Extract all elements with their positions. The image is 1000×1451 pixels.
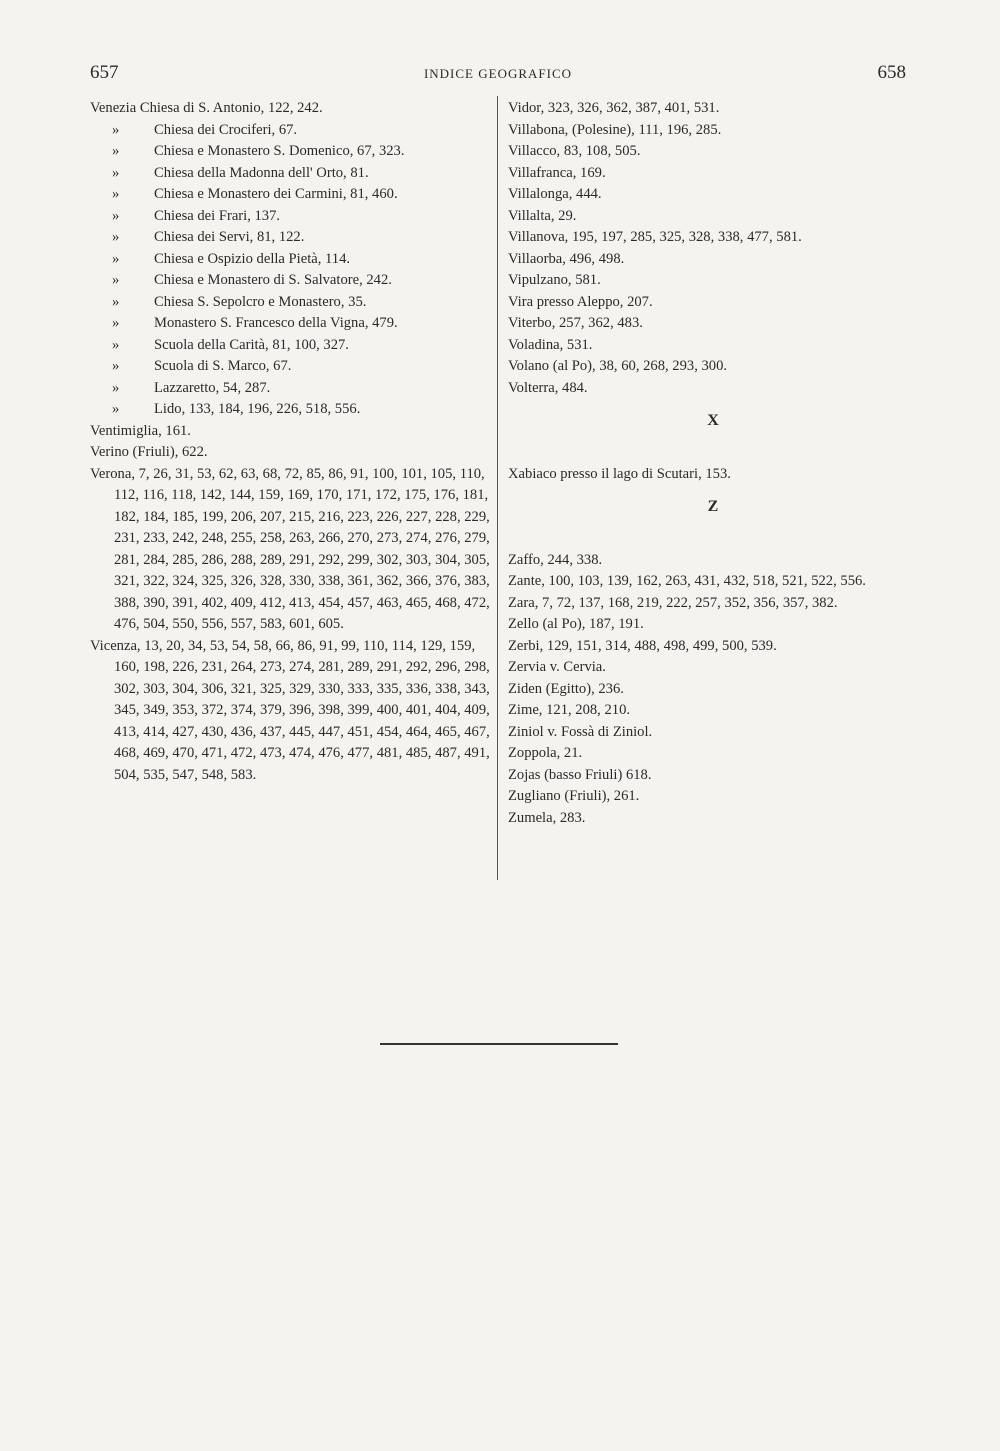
- index-entry: Zime, 121, 208, 210.: [508, 702, 631, 718]
- sub-entry-text: Lido, 133, 184, 196, 226, 518, 556.: [154, 401, 361, 417]
- sub-entry: [90, 163, 490, 185]
- index-entry: Ventimiglia, 161.: [90, 422, 191, 439]
- running-title: INDICE GEOGRAFICO: [423, 66, 573, 81]
- index-entry: Zante, 100, 103, 139, 162, 263, 431, 432, 518, 521, 522, 556.: [508, 573, 866, 589]
- index-entry: Vidor, 323, 326, 362, 387, 401, 531.: [508, 100, 720, 116]
- index-entry: Vicenza, 13, 20, 34, 53, 54, 58, 66, 86, 91, 99, 110, 114, 129, 159, 160, 198, 226, 231, 264, 273, 274, 281, 289, 291, 292, 296, 298, 302, 303, 304, 306, 321, 325, 329, 330, 333, 335, 336, 338, 343, 345, 349, 353, 372, 374, 379, 396, 398, 399, 400, 401, 404, 409, 413, 414, 427, 430, 436, 437, 445, 447, 451, 454, 464, 465, 467, 468, 469, 470, 471, 472, 473, 474, 476, 477, 481, 485, 487, 491, 504, 535, 547, 548, 583.: [90, 637, 490, 783]
- sub-entry: [90, 227, 490, 249]
- index-entry: Verona, 7, 26, 31, 53, 62, 63, 68, 72, 85, 86, 91, 100, 101, 105, 110, 112, 116, 118, 142, 144, 159, 169, 170, 171, 172, 175, 176, 181, 182, 184, 185, 199, 206, 207, 215, 216, 223, 226, 227, 228, 229, 231, 233, 242, 248, 255, 258, 263, 266, 270, 273, 274, 276, 279, 281, 284, 285, 286, 288, 289, 291, 292, 299, 302, 303, 304, 305, 321, 322, 324, 325, 326, 328, 330, 338, 361, 362, 366, 376, 383, 388, 390, 391, 402, 409, 412, 413, 454, 457, 463, 465, 468, 472, 476, 504, 550, 556, 557, 583, 601, 605.: [90, 465, 490, 632]
- left-column: [90, 98, 490, 786]
- sub-entry-text: Chiesa e Monastero S. Domenico, 67, 323.: [154, 143, 405, 159]
- section-spacer: [508, 528, 918, 550]
- index-entry: Villanova, 195, 197, 285, 325, 328, 338, 477, 581.: [508, 229, 802, 245]
- sub-entry: [90, 270, 490, 292]
- index-entry: Viterbo, 257, 362, 483.: [508, 315, 643, 331]
- sub-entry-text: Lazzaretto, 54, 287.: [154, 379, 271, 396]
- sub-entry: [90, 378, 490, 400]
- sub-entry: [90, 120, 490, 142]
- index-entry: Zerbi, 129, 151, 314, 488, 498, 499, 500, 539.: [508, 637, 777, 654]
- column-divider: [497, 96, 498, 880]
- ditto-mark: »: [112, 164, 120, 181]
- sub-entry-text: Chiesa dei Frari, 137.: [154, 207, 281, 224]
- page-number-left: 657: [90, 62, 119, 83]
- index-entry: Vipulzano, 581.: [508, 272, 601, 288]
- ditto-mark: »: [112, 121, 120, 138]
- index-entry: Volterra, 484.: [508, 379, 588, 396]
- sub-entry: [90, 141, 490, 163]
- index-entry: Zello (al Po), 187, 191.: [508, 616, 644, 632]
- sub-entry: [90, 399, 490, 421]
- ditto-mark: »: [112, 336, 120, 353]
- index-entry: Volano (al Po), 38, 60, 268, 293, 300.: [508, 358, 728, 374]
- sub-entry-text: Chiesa e Monastero di S. Salvatore, 242.: [154, 272, 392, 288]
- index-entry: Zaffo, 244, 338.: [508, 551, 603, 568]
- sub-entry: [90, 356, 490, 378]
- ditto-mark: »: [112, 379, 120, 396]
- sub-entry: [90, 206, 490, 228]
- sub-entry: [90, 313, 490, 335]
- index-entry: Zervia v. Cervia.: [508, 659, 606, 675]
- ditto-mark: »: [112, 143, 120, 159]
- sub-entry-text: Monastero S. Francesco della Vigna, 479.: [154, 315, 398, 331]
- index-entry: Villalta, 29.: [508, 207, 577, 224]
- ditto-mark: »: [112, 293, 120, 310]
- ditto-mark: »: [112, 229, 120, 245]
- section-spacer: [508, 442, 918, 464]
- ditto-mark: »: [112, 186, 120, 202]
- sub-entry: [90, 335, 490, 357]
- index-entry: Verino (Friuli), 622.: [90, 444, 208, 460]
- bottom-rule: [380, 1043, 618, 1045]
- index-entry: Zumela, 283.: [508, 809, 586, 826]
- sub-entry-text: Chiesa della Madonna dell' Orto, 81.: [154, 164, 369, 181]
- index-entry: Villabona, (Polesine), 111, 196, 285.: [508, 121, 722, 138]
- sub-entry-text: Scuola della Carità, 81, 100, 327.: [154, 336, 349, 353]
- index-entry: Villalonga, 444.: [508, 186, 602, 202]
- index-entry: Zoppola, 21.: [508, 745, 583, 761]
- sub-entry-text: Scuola di S. Marco, 67.: [154, 358, 292, 374]
- ditto-mark: »: [112, 272, 120, 288]
- section-letter-x: X: [707, 411, 719, 429]
- page-header: [90, 62, 906, 86]
- ditto-mark: »: [112, 207, 120, 224]
- section-letter-z: Z: [707, 497, 719, 515]
- ditto-mark: »: [112, 401, 120, 417]
- index-entry: Zojas (basso Friuli) 618.: [508, 766, 652, 783]
- index-entry: Vira presso Aleppo, 207.: [508, 293, 653, 310]
- sub-entry: [90, 292, 490, 314]
- index-entry: Villafranca, 169.: [508, 164, 606, 181]
- sub-entry-text: Chiesa dei Servi, 81, 122.: [154, 229, 305, 245]
- sub-entry-text: Chiesa e Monastero dei Carmini, 81, 460.: [154, 186, 398, 202]
- index-entry: Voladina, 531.: [508, 336, 593, 353]
- right-column: [508, 98, 918, 829]
- ditto-mark: »: [112, 315, 120, 331]
- sub-entry-text: Chiesa S. Sepolcro e Monastero, 35.: [154, 293, 367, 310]
- ditto-mark: »: [112, 358, 120, 374]
- sub-entry: [90, 184, 490, 206]
- index-entry: Zugliano (Friuli), 261.: [508, 788, 640, 804]
- index-entry: Zara, 7, 72, 137, 168, 219, 222, 257, 352, 356, 357, 382.: [508, 594, 838, 611]
- index-entry: Villacco, 83, 108, 505.: [508, 143, 641, 159]
- sub-entry-text: Chiesa e Ospizio della Pietà, 114.: [154, 250, 351, 267]
- sub-entry: [90, 249, 490, 271]
- index-entry: Xabiaco presso il lago di Scutari, 153.: [508, 465, 731, 482]
- sub-entry-text: Chiesa dei Crociferi, 67.: [154, 121, 298, 138]
- index-entry-venezia: Venezia Chiesa di S. Antonio, 122, 242.: [90, 100, 323, 116]
- index-entry: Villaorba, 496, 498.: [508, 250, 625, 267]
- index-entry: Ziniol v. Fossà di Ziniol.: [508, 723, 653, 740]
- page-number-right: 658: [877, 62, 906, 83]
- index-entry: Ziden (Egitto), 236.: [508, 680, 624, 697]
- ditto-mark: »: [112, 250, 120, 267]
